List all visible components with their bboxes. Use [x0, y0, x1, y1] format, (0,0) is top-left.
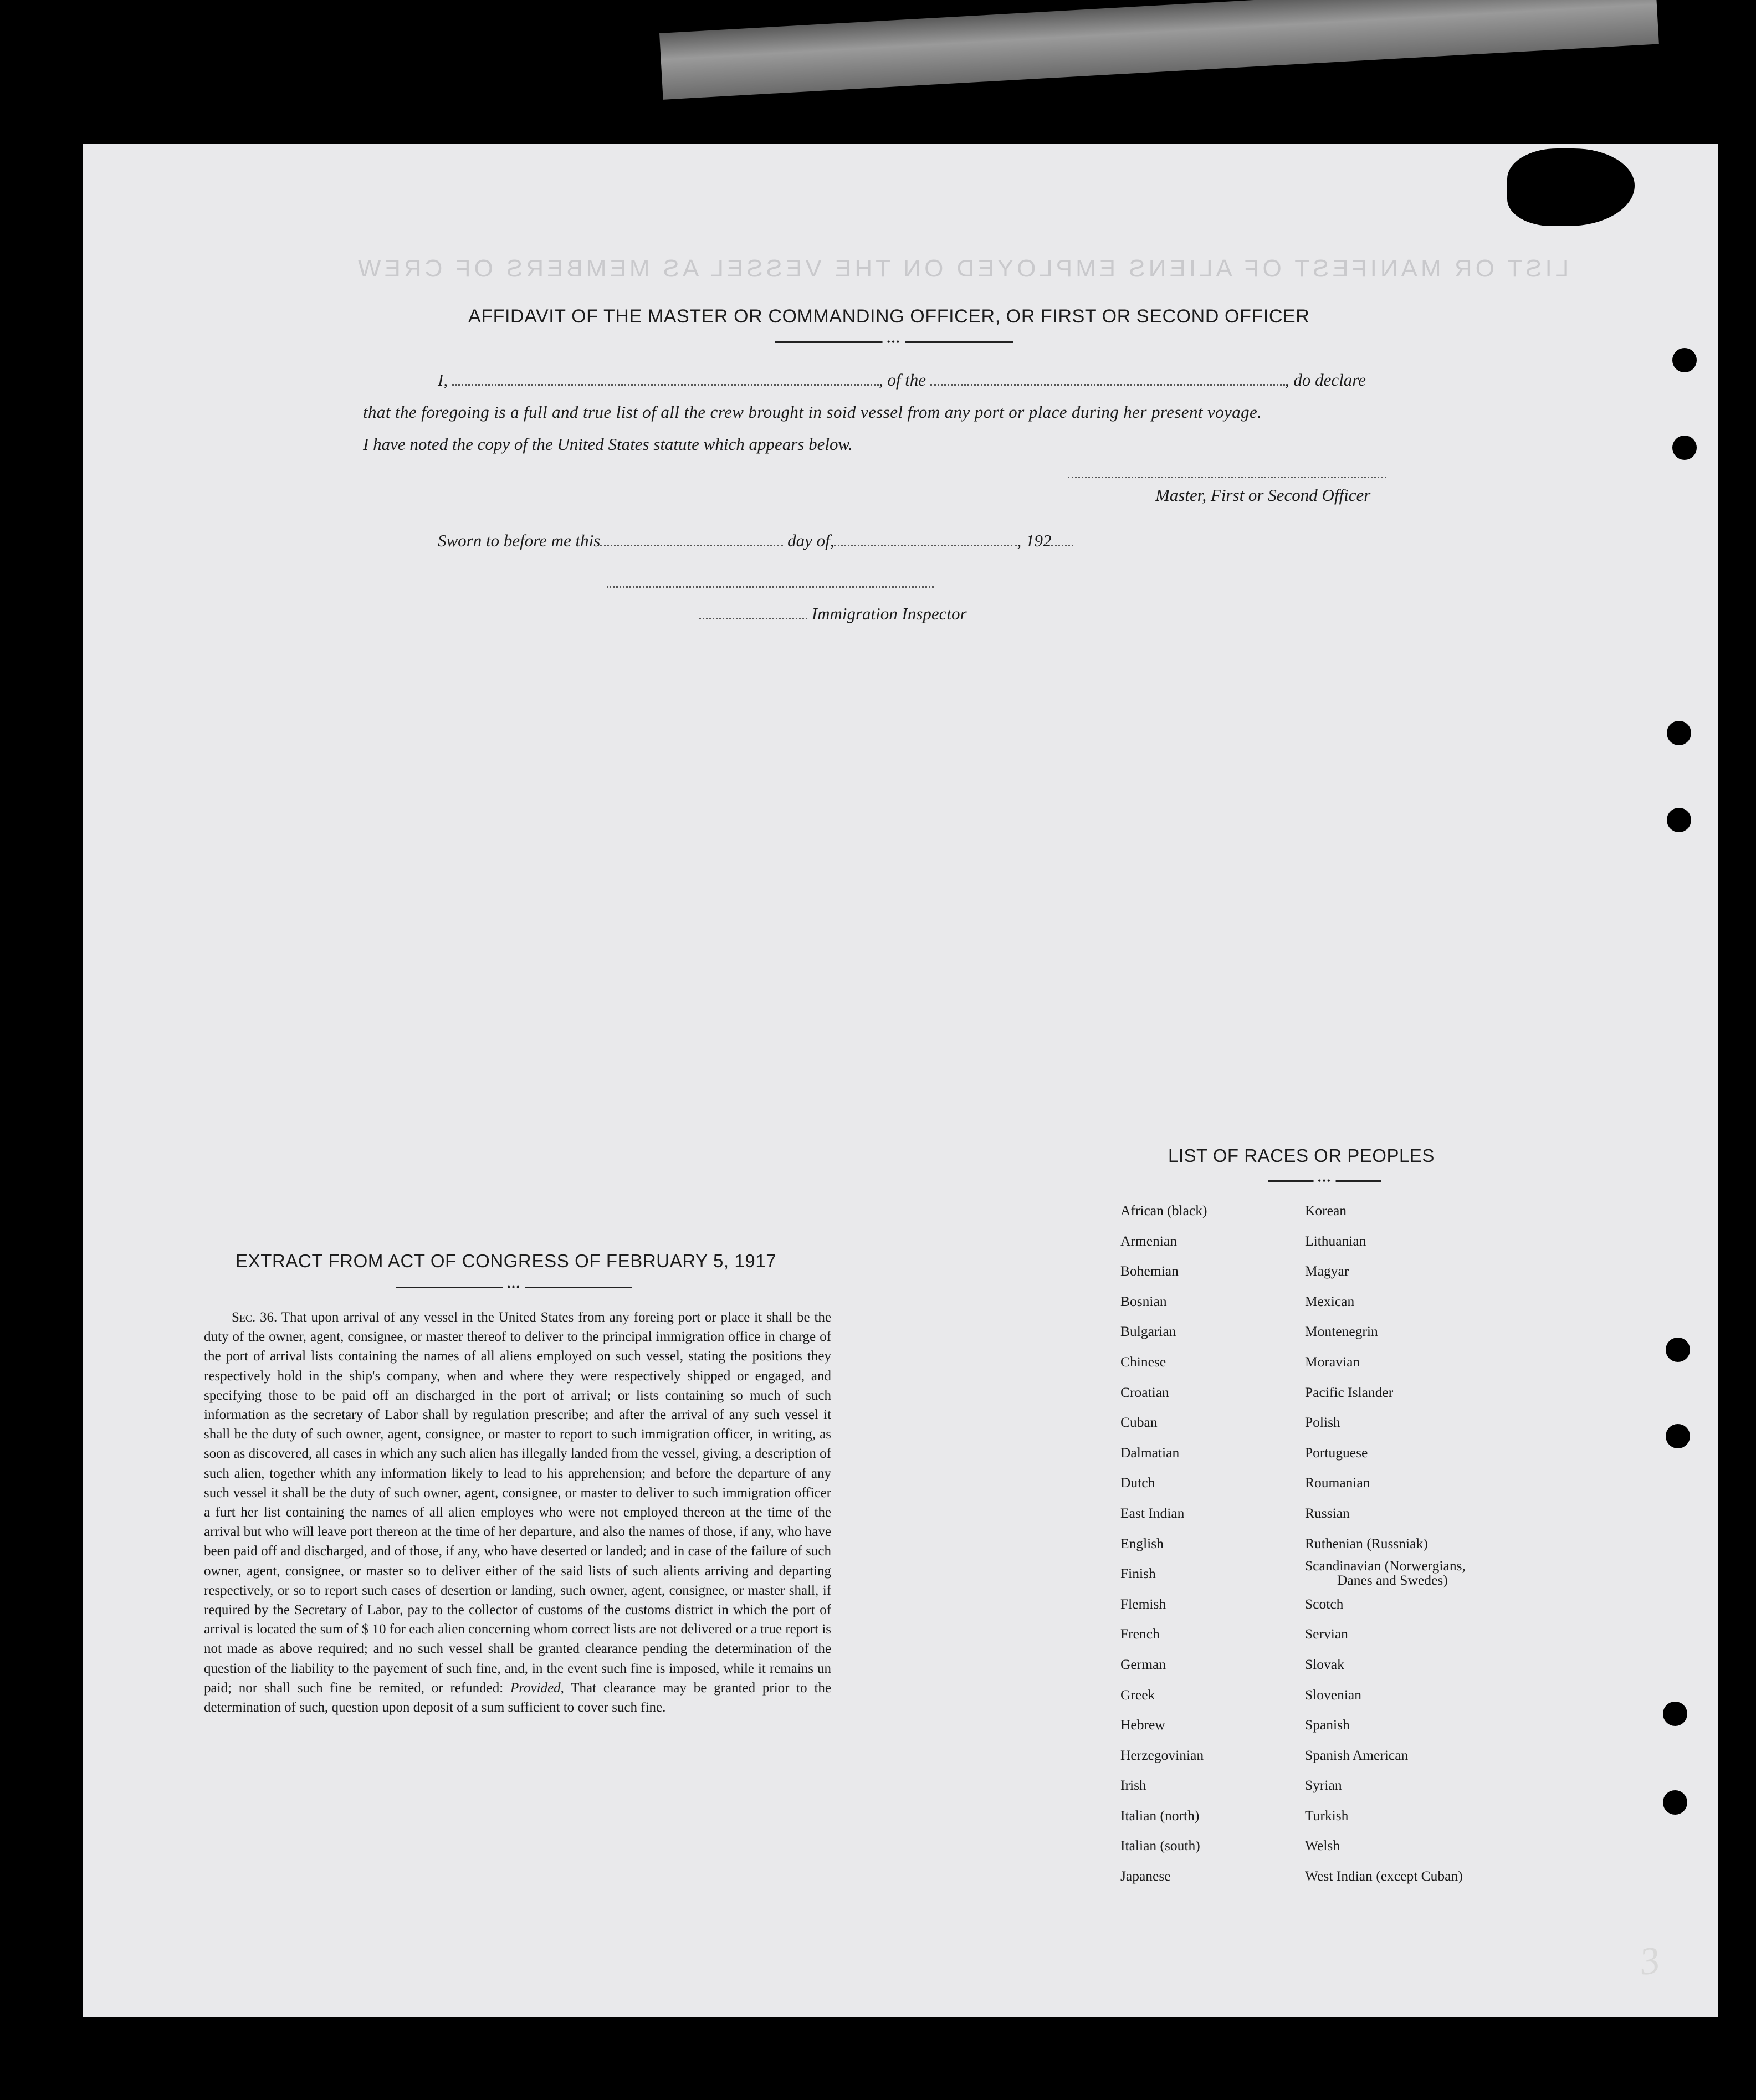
torn-edge-strip	[659, 0, 1659, 100]
punch-hole	[1666, 1338, 1690, 1362]
race-item: Bosnian	[1120, 1293, 1167, 1309]
race-item: African (black)	[1120, 1202, 1207, 1218]
race-item: Flemish	[1120, 1595, 1166, 1612]
race-item: Italian (north)	[1120, 1807, 1200, 1824]
race-item: Ruthenian (Russniak)	[1305, 1535, 1428, 1551]
race-item: Scotch	[1305, 1595, 1344, 1612]
race-item: Bulgarian	[1120, 1323, 1176, 1340]
affidavit-line-2: that the foregoing is a full and true list of all the crew brought in soid vessel from any port or place during her present voyage.	[363, 402, 1262, 422]
punch-hole	[1667, 721, 1691, 745]
race-item: German	[1120, 1656, 1166, 1672]
statute-text	[204, 1308, 831, 1717]
master-signature-label: Master, First or Second Officer	[1155, 485, 1371, 505]
extract-ornament: •••	[396, 1287, 632, 1290]
punch-hole	[1666, 1424, 1690, 1448]
inspector-line	[699, 604, 967, 624]
races-left-column	[1120, 1196, 1207, 1892]
race-item: Pacific Islander	[1305, 1384, 1394, 1400]
i-label: I,	[438, 370, 448, 390]
race-item-line: Scandinavian (Norwergians,	[1305, 1558, 1466, 1574]
races-title: LIST OF RACES OR PEOPLES	[1168, 1145, 1435, 1166]
affidavit-title: AFFIDAVIT OF THE MASTER OR COMMANDING OFFICER, OR FIRST OR SECOND OFFICER	[468, 306, 1310, 327]
race-item: Hebrew	[1120, 1717, 1165, 1733]
sworn-line	[438, 531, 1073, 551]
year-blank[interactable]	[1051, 542, 1073, 546]
page-number: 3	[1637, 1938, 1663, 1984]
do-declare-label: , do declare	[1284, 370, 1366, 390]
title-ornament: •••	[775, 341, 1013, 345]
punch-hole	[1663, 1790, 1687, 1815]
provided-word: Provided,	[510, 1680, 564, 1696]
race-item: Irish	[1120, 1777, 1146, 1794]
race-item	[1305, 1559, 1466, 1589]
month-blank[interactable]	[834, 542, 1017, 546]
punch-hole	[1667, 808, 1691, 832]
master-signature-blank[interactable]	[1068, 474, 1386, 478]
race-item: West Indian (except Cuban)	[1305, 1868, 1463, 1884]
inspector-signature-blank[interactable]	[607, 584, 934, 588]
race-item: Slovak	[1305, 1656, 1344, 1672]
race-item: Russian	[1305, 1504, 1350, 1521]
race-item: Spanish	[1305, 1717, 1350, 1733]
race-item: Cuban	[1120, 1414, 1158, 1431]
race-item: Dalmatian	[1120, 1444, 1180, 1461]
name-blank[interactable]	[452, 382, 879, 386]
race-item: Moravian	[1305, 1353, 1360, 1370]
race-item: Chinese	[1120, 1353, 1166, 1370]
race-item: Slovenian	[1305, 1686, 1361, 1703]
race-item: Dutch	[1120, 1474, 1155, 1491]
punch-hole	[1672, 436, 1697, 460]
inspector-label: Immigration Inspector	[811, 604, 967, 623]
year-prefix: , 192	[1017, 531, 1052, 550]
day-blank[interactable]	[600, 542, 783, 546]
races-ornament: •••	[1268, 1180, 1381, 1184]
race-item: Turkish	[1305, 1807, 1349, 1824]
race-item: Mexican	[1305, 1293, 1355, 1309]
form-page	[83, 144, 1718, 2017]
section-label: Sec. 36.	[232, 1310, 278, 1325]
race-item: French	[1120, 1626, 1160, 1642]
race-item: Greek	[1120, 1686, 1155, 1703]
race-item: Servian	[1305, 1626, 1348, 1642]
race-item: Polish	[1305, 1414, 1340, 1431]
race-item: Welsh	[1305, 1837, 1340, 1854]
race-item: Roumanian	[1305, 1474, 1370, 1491]
race-item: Croatian	[1120, 1384, 1169, 1400]
race-item: Finish	[1120, 1565, 1156, 1582]
race-item: Herzegovinian	[1120, 1746, 1204, 1763]
race-item: Bohemian	[1120, 1263, 1179, 1279]
race-item: Japanese	[1120, 1868, 1171, 1884]
statute-tail: That clearance may be granted prior to the determination of such, question upon deposit of a sum sufficient to cover such fine.	[204, 1680, 831, 1715]
races-right-column	[1305, 1196, 1466, 1892]
race-item: English	[1120, 1535, 1164, 1551]
affidavit-line-3: I have noted the copy of the United States statute which appears below.	[363, 434, 853, 454]
race-item: Montenegrin	[1305, 1323, 1378, 1340]
statute-body: That upon arrival of any vessel in the United States from any foreing port or place it shall be the duty of the owner, agent, consignee, or master thereof to deliver to the principal immigration office in charge of the port of arrival lists containing the names of all aliens employed on such vessel, stating the positions they respectively hold in the ship's company, when and where they were respectively shipped or engaged, and specifying those to be paid off an discharged in the port of arrival; or lists containing so much of such information as the secretary of Labor shall by regulation prescribe; and after the arrival of any such vessel it shall be the duty of such owner, agent, consignee, or master to report to such immigration officer, in writing, as soon as discovered, all cases in which any such alien has illegally landed from the vessel, giving, a description of such alien, together whith any information likely to lead to his apprehension; and before the departure of any such vessel it shall be the duty of such owner, agent, consignee, or master to deliver to such immigration officer a furt her list containing the names of all alien employes who were not employed thereon at the time of the arrival but who will leave port thereon at the time of her departure, and also the names of those, if any, who have been paid off and discharged, and of those, if any, who have deserted or landed; and in case of the failure of such owner, agent, consignee, or master so to deliver either of the said lists of such alients arriving and departing respectively, or so to report such cases of desertion or landing, such owner, agent, consignee, or master shall, if required by the Secretary of Labor, pay to the collector of customs of the customs district in which the port of arrival is located the sum of $ 10 for each alien concerning whom correct lists are not delivered or a true report is not made as above required; and no such vessel shall be granted clearance pending the determination of the question of the liability to the payement of such fine, and, in the event such fine is imposed, while it remains un paid; nor shall such fine be remited, or refunded:	[204, 1310, 831, 1696]
race-item: Italian (south)	[1120, 1837, 1200, 1854]
race-item: Magyar	[1305, 1263, 1349, 1279]
race-item: Lithuanian	[1305, 1232, 1366, 1249]
race-item-wrap: Danes and Swedes)	[1337, 1572, 1448, 1589]
punch-hole	[1663, 1702, 1687, 1726]
race-item: Portuguese	[1305, 1444, 1368, 1461]
inspector-name-blank[interactable]	[699, 616, 807, 619]
affidavit-declaration-line	[438, 370, 1366, 390]
bleed-through-text: LIST OR MANIFEST OF ALIENS EMPLOYED ON THE VESSEL AS MEMBERS OF CREW	[355, 255, 1569, 282]
race-item: Armenian	[1120, 1232, 1177, 1249]
of-the-label: , of the	[878, 370, 926, 390]
race-item: Spanish American	[1305, 1746, 1409, 1763]
punch-hole	[1672, 348, 1697, 372]
extract-title: EXTRACT FROM ACT OF CONGRESS OF FEBRUARY 5, 1917	[236, 1251, 777, 1271]
day-of-label: day of,	[787, 531, 835, 550]
race-item: Korean	[1305, 1202, 1347, 1218]
vessel-blank[interactable]	[930, 382, 1285, 386]
race-item: East Indian	[1120, 1504, 1185, 1521]
race-item: Syrian	[1305, 1777, 1342, 1794]
sworn-label: Sworn to before me this	[438, 531, 601, 550]
